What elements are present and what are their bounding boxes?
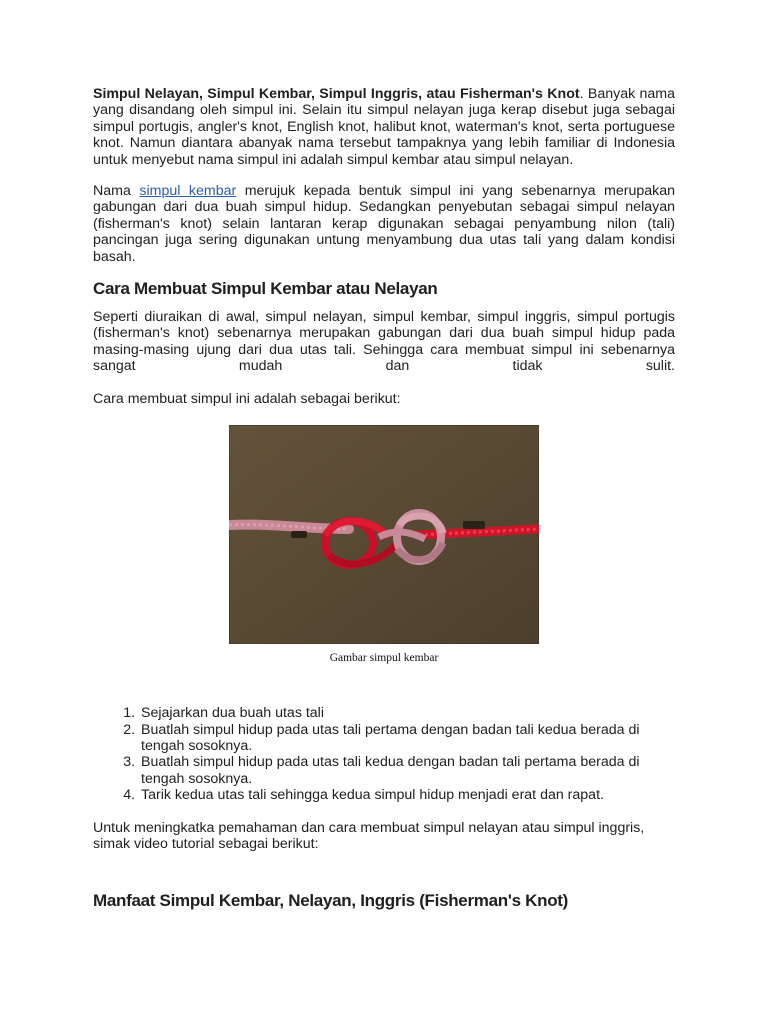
knot-photo	[229, 425, 539, 644]
intro-bold-title: Simpul Nelayan, Simpul Kembar, Simpul Inggris, atau Fisherman's Knot	[93, 86, 580, 102]
list-item: 4. Tarik kedua utas tali sehingga kedua simpul hidup menjadi erat dan rapat.	[139, 787, 675, 803]
pink-rope-end	[291, 531, 307, 538]
list-item: 2. Buatlah simpul hidup pada utas tali pertama dengan badan tali kedua berada di tengah sosoknya.	[139, 722, 675, 755]
name-paragraph-start: Nama	[93, 183, 140, 200]
intro-text: . Banyak nama yang disandang oleh simpul ini. Selain itu simpul nelayan juga kerap disebut juga sebagai simpul portugis, angler's knot, English knot, halibut knot, waterman's knot, serta portuguese knot. Namun diantara abanyak nama tersebut tampaknya yang lebih familiar di Indonesia untuk menyebut nama simpul ini adalah simpul kembar atau simpul nelayan.	[93, 86, 676, 168]
name-paragraph	[93, 183, 675, 265]
red-rope-end	[463, 521, 485, 529]
intro-paragraph	[93, 86, 675, 168]
figure-caption: Gambar simpul kembar	[329, 652, 439, 665]
steps-list	[93, 705, 675, 803]
steps-intro: Cara membuat simpul ini adalah sebagai berikut:	[93, 390, 401, 407]
article	[93, 86, 675, 912]
method-paragraph: Seperti diuraikan di awal, simpul nelayan, simpul kembar, simpul inggris, simpul portugis (fisherman's knot) sebenarnya merupakan gabungan dari dua buah simpul hidup pada masing-masing ujung dari dua utas tali. Sehingga cara membuat simpul ini sebenarnya sangat mudah dan tidak sulit.	[93, 309, 675, 375]
simpul-kembar-link[interactable]: simpul kembar	[139, 183, 237, 200]
section-heading-manfaat: Manfaat Simpul Kembar, Nelayan, Inggris (Fisherman's Knot)	[93, 891, 569, 911]
list-item: 1. Sejajarkan dua buah utas tali	[139, 705, 675, 721]
knot-figure	[93, 425, 675, 665]
section-heading-cara: Cara Membuat Simpul Kembar atau Nelayan	[93, 279, 438, 299]
list-item: 3. Buatlah simpul hidup pada utas tali kedua dengan badan tali pertama berada di tengah sosoknya.	[139, 754, 675, 787]
name-paragraph-rest: merujuk kepada bentuk simpul ini yang sebenarnya merupakan gabungan dari dua buah simpul hidup. Sedangkan penyebutan sebagai simpul nelayan (fisherman's knot) selain lantaran kerap digunakan sebagai penyambung nilon (tali) pancingan juga sering digunakan untung menyambung dua utas tali yang dalam kondisi basah.	[93, 183, 676, 265]
video-paragraph: Untuk meningkatka pemahaman dan cara membuat simpul nelayan atau simpul inggris, simak video tutorial sebagai berikut:	[93, 819, 645, 852]
